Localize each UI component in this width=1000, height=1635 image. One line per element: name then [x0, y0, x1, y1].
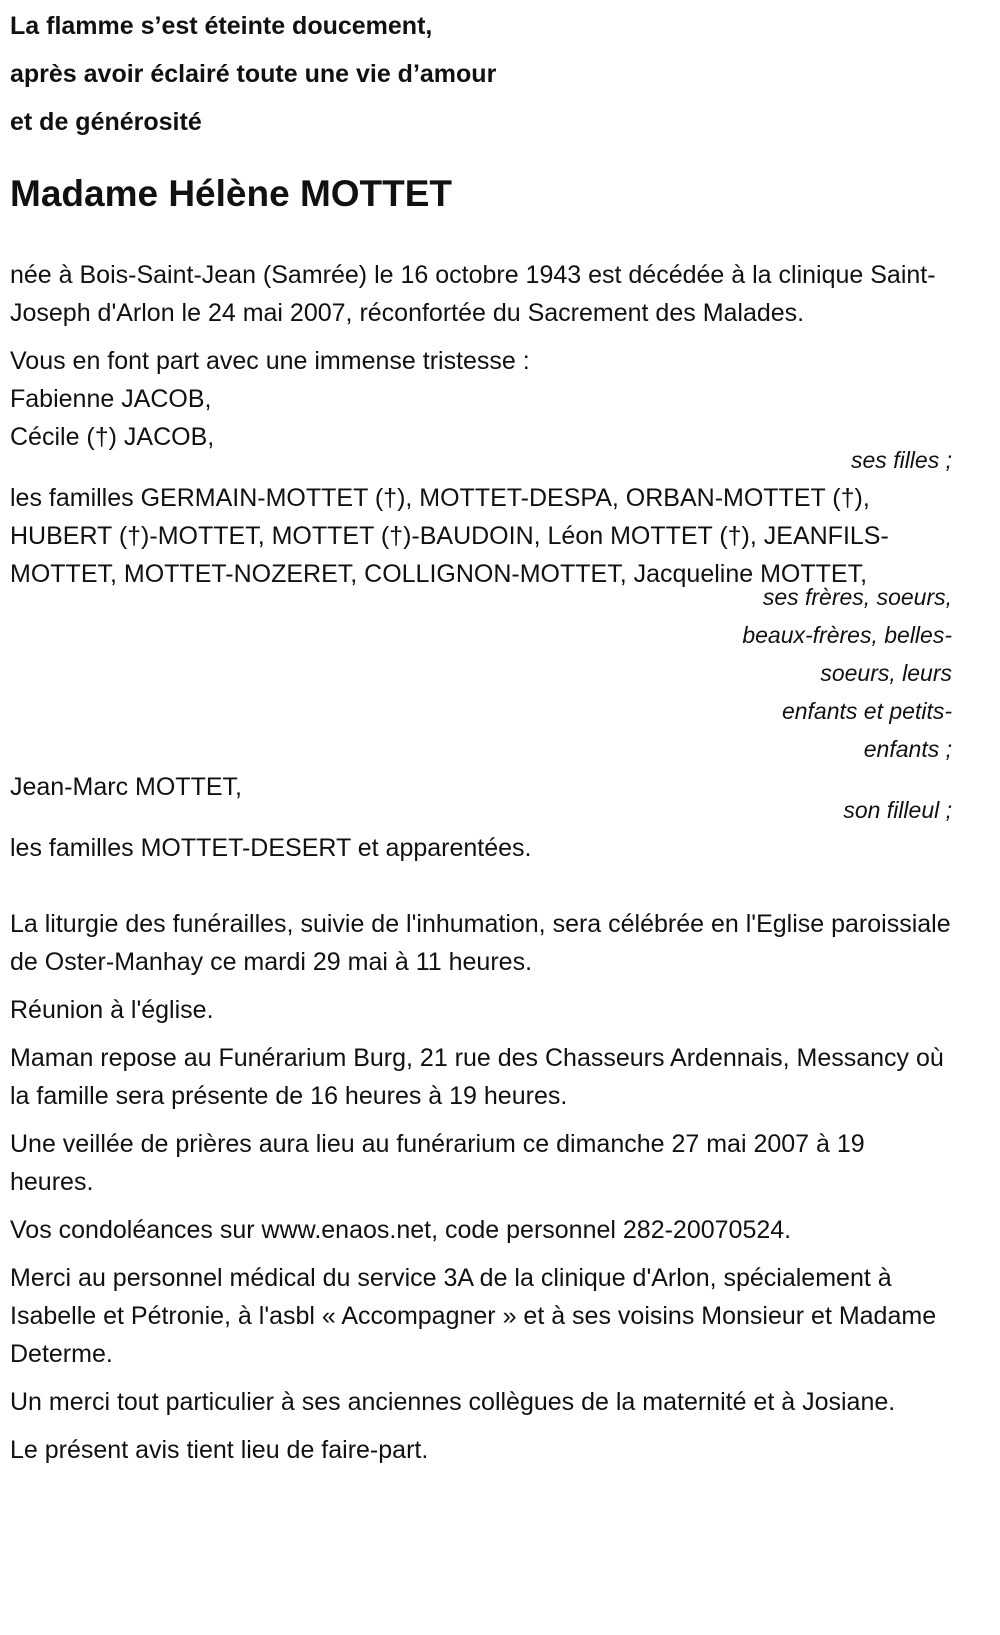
- relation-label: ses filles ;: [851, 447, 952, 473]
- relation-line: beaux-frères, belles-: [742, 622, 952, 648]
- obituary: [0, 2, 1000, 1469]
- birth-death-paragraph: née à Bois-Saint-Jean (Samrée) le 16 octobre 1943 est décédée à la clinique Saint-Joseph d'Arlon le 24 mai 2007, réconfortée du Sacrement des Malades.: [10, 261, 936, 327]
- thanks-paragraph: Merci au personnel médical du service 3A de la clinique d'Arlon, spécialement à Isabelle et Pétronie, à l'asbl « Accompagner » et à ses voisins Monsieur et Madame Determe.: [10, 1264, 937, 1368]
- intro-line: La flamme s’est éteinte doucement,: [10, 12, 433, 40]
- relation-label: [10, 578, 952, 768]
- intro-verse: [10, 2, 952, 146]
- intro-line: et de générosité: [10, 108, 202, 136]
- closing-note: Le présent avis tient lieu de faire-part.: [10, 1436, 429, 1464]
- deceased-name: Madame Hélène MOTTET: [10, 173, 453, 214]
- family-member: les familles GERMAIN-MOTTET (†), MOTTET-DESPA, ORBAN-MOTTET (†), HUBERT (†)-MOTTET, MOTTET (†)-BAUDOIN, Léon MOTTET (†), JEANFILS-MOTTET, MOTTET-NOZERET, COLLIGNON-MOTTET, Jacqueline MOTTET,: [10, 484, 889, 588]
- intro-line: après avoir éclairé toute une vie d’amour: [10, 60, 497, 88]
- relation-line: soeurs, leurs: [820, 660, 952, 686]
- announce-text: Vous en font part avec une immense tristesse :: [10, 347, 530, 375]
- vigil-info: Une veillée de prières aura lieu au funérarium ce dimanche 27 mai 2007 à 19 heures.: [10, 1130, 865, 1196]
- relation-label: son filleul ;: [843, 797, 952, 823]
- funeral-home-info: Maman repose au Funérarium Burg, 21 rue des Chasseurs Ardennais, Messancy où la famille sera présente de 16 heures à 19 heures.: [10, 1044, 944, 1110]
- family-member: Jean-Marc MOTTET,: [10, 773, 242, 801]
- relation-line: enfants ;: [863, 736, 952, 762]
- meeting-info: Réunion à l'église.: [10, 996, 214, 1024]
- family-member: Cécile (†) JACOB,: [10, 423, 215, 451]
- relation-line: enfants et petits-: [781, 698, 952, 724]
- funeral-info: La liturgie des funérailles, suivie de l'inhumation, sera célébrée en l'Eglise paroissiale de Oster-Manhay ce mardi 29 mai à 11 heures.: [10, 910, 951, 976]
- family-member: Fabienne JACOB,: [10, 385, 212, 413]
- relation-line: ses frères, soeurs,: [762, 584, 952, 610]
- family-list: [10, 342, 952, 867]
- special-thanks: Un merci tout particulier à ses anciennes collègues de la maternité et à Josiane.: [10, 1388, 896, 1416]
- condolences-info: Vos condoléances sur www.enaos.net, code personnel 282-20070524.: [10, 1216, 792, 1244]
- family-member: les familles MOTTET-DESERT et apparentées.: [10, 834, 532, 862]
